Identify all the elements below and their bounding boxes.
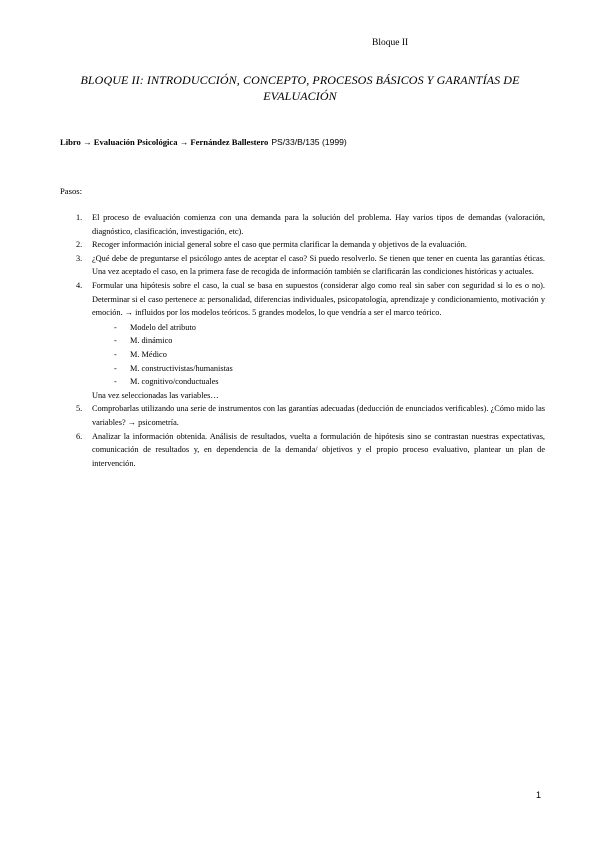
model-item bbox=[92, 348, 545, 362]
model-label: Modelo del atributo bbox=[130, 322, 196, 332]
step-number: 2. bbox=[76, 240, 83, 250]
model-item bbox=[92, 321, 545, 335]
title-line-2: EVALUACIÓN bbox=[263, 89, 337, 103]
step-item bbox=[60, 430, 545, 471]
models-list bbox=[92, 321, 545, 389]
steps-list bbox=[60, 211, 545, 470]
dash-bullet: - bbox=[114, 336, 117, 346]
step-text: Recoger información inicial general sobre el caso que permita clarificar la demanda y objetivos de la evaluación. bbox=[92, 240, 467, 250]
dash-bullet: - bbox=[114, 377, 117, 387]
step-number: 6. bbox=[76, 431, 83, 441]
document-title bbox=[60, 72, 540, 104]
step-item bbox=[60, 402, 545, 429]
step-number: 5. bbox=[76, 404, 83, 414]
dash-bullet: - bbox=[114, 322, 117, 332]
step-item bbox=[60, 211, 545, 238]
dash-bullet: - bbox=[114, 349, 117, 359]
model-label: M. dinámico bbox=[130, 336, 173, 346]
variables-note: Una vez seleccionadas las variables… bbox=[92, 390, 219, 400]
step-text: Analizar la información obtenida. Análisis de resultados, vuelta a formulación de hipótesis sino se contrastan nuestras expectativas, comunicación de resultados y, en dependencia de la demanda/ objetivos y el propio proceso evaluativo, plantear un plan de intervención. bbox=[92, 431, 545, 468]
step-item bbox=[60, 238, 545, 252]
reference-text: Libro → Evaluación Psicológica → Fernández Ballestero bbox=[60, 137, 269, 147]
model-label: M. constructivistas/humanistas bbox=[130, 363, 233, 373]
page-number: 1 bbox=[536, 790, 542, 800]
model-item bbox=[92, 334, 545, 348]
model-label: M. Médico bbox=[130, 349, 167, 359]
step-text: El proceso de evaluación comienza con una demanda para la solución del problema. Hay varios tipos de demandas (valoración, diagnóstico, clasificación, investigación, etc). bbox=[92, 213, 545, 236]
book-reference bbox=[60, 137, 347, 147]
model-label: M. cognitivo/conductuales bbox=[130, 377, 219, 387]
step-item bbox=[60, 279, 545, 402]
dash-bullet: - bbox=[114, 363, 117, 373]
page-header: Bloque II bbox=[372, 38, 409, 48]
reference-code: PS/33/B/135 (1999) bbox=[271, 137, 347, 147]
model-item bbox=[92, 375, 545, 389]
step-number: 3. bbox=[76, 253, 83, 263]
model-item bbox=[92, 362, 545, 376]
step-text: Comprobarlas utilizando una serie de instrumentos con las garantías adecuadas (deducción de enunciados verificables). ¿Cómo mido las variables? → psicometría. bbox=[92, 404, 545, 427]
step-text: ¿Qué debe de preguntarse el psicólogo antes de aceptar el caso? Si puedo resolverlo. Se tienen que tener en cuenta las garantías éticas. Una vez aceptado el caso, en la primera fase de recogida de información también se clarificarán las condiciones históricas y actuales. bbox=[92, 253, 545, 277]
title-line-1: BLOQUE II: INTRODUCCIÓN, CONCEPTO, PROCESOS BÁSICOS Y GARANTÍAS DE bbox=[80, 73, 520, 87]
step-number: 4. bbox=[76, 280, 83, 290]
steps-heading: Pasos: bbox=[60, 186, 82, 196]
step-text: Formular una hipótesis sobre el caso, la cual se basa en supuestos (considerar algo como real sin saber con seguridad si lo es o no). Determinar si el caso pertenece a: personalidad, diferencias individuales, psicopatología, aprendizaje y condicionamiento, motivación y emoción. → influidos por los modelos teóricos. 5 grandes modelos, lo que vendría a ser el marco teórico. bbox=[92, 280, 545, 318]
step-number: 1. bbox=[76, 213, 83, 222]
step-item bbox=[60, 252, 545, 279]
